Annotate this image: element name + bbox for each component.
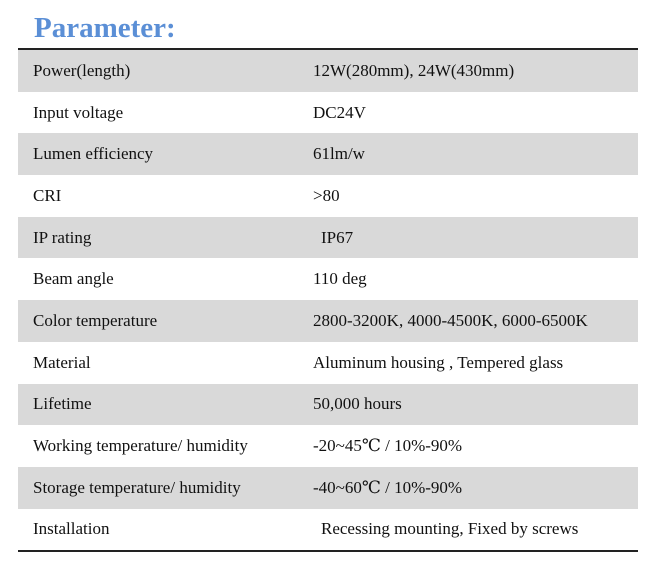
table-row-color-temperature	[18, 300, 638, 342]
row-value: 61lm/w	[313, 144, 365, 164]
table-row-lifetime	[18, 384, 638, 426]
row-label: Power(length)	[33, 60, 131, 80]
table-row-lumen-efficiency	[18, 133, 638, 175]
row-label: Lifetime	[33, 394, 92, 414]
table-row-material	[18, 342, 638, 384]
table-row-working-temperature	[18, 425, 638, 467]
row-value: 2800-3200K, 4000-4500K, 6000-6500K	[313, 310, 588, 330]
row-value: IP67	[321, 227, 354, 247]
row-label: Beam angle	[33, 269, 114, 289]
table-row-power	[18, 50, 638, 92]
parameter-table	[18, 48, 638, 552]
page-title: Parameter:	[34, 12, 176, 44]
row-label: IP rating	[33, 227, 92, 247]
row-value: 12W(280mm), 24W(430mm)	[313, 60, 515, 80]
table-row-beam-angle	[18, 258, 638, 300]
row-label: Installation	[33, 519, 110, 539]
row-value: -20~45℃ / 10%-90%	[313, 436, 463, 456]
table-row-input-voltage	[18, 92, 638, 134]
row-label: Color temperature	[33, 310, 158, 330]
table-row-storage-temperature	[18, 467, 638, 509]
row-label: CRI	[33, 185, 62, 205]
row-value: >80	[313, 185, 340, 205]
row-value: DC24V	[313, 102, 366, 122]
row-value: -40~60℃ / 10%-90%	[313, 477, 463, 497]
row-label: Input voltage	[33, 102, 124, 122]
table-row-ip-rating	[18, 217, 638, 259]
row-label: Working temperature/ humidity	[33, 436, 248, 456]
row-value: 110 deg	[313, 269, 367, 289]
row-label: Storage temperature/ humidity	[33, 477, 241, 497]
row-value: Aluminum housing , Tempered glass	[313, 352, 564, 372]
table-row-cri	[18, 175, 638, 217]
row-label: Lumen efficiency	[33, 144, 154, 164]
row-value: Recessing mounting, Fixed by screws	[321, 519, 579, 539]
row-label: Material	[33, 352, 91, 372]
row-value: 50,000 hours	[313, 394, 402, 414]
table-row-installation	[18, 509, 638, 551]
